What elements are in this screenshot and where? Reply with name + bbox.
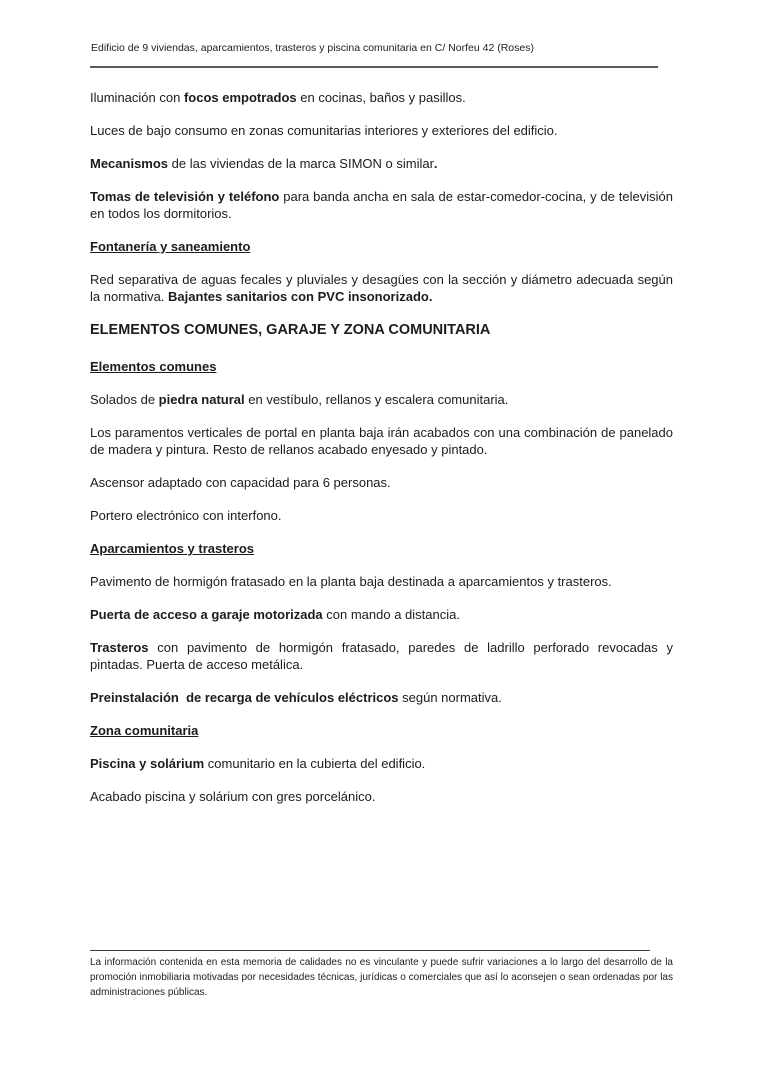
paragraph: [90, 188, 677, 222]
section-heading: [90, 722, 673, 739]
text-segment: Ascensor adaptado con capacidad para 6 personas.: [90, 475, 391, 490]
text-segment: Tomas de televisión y teléfono: [90, 189, 280, 204]
text-segment: para banda ancha en sala de estar-comedor-cocina, y de televisión en todos los dormitorios.: [90, 189, 677, 221]
paragraph: [90, 271, 677, 305]
section-heading: [90, 358, 673, 375]
text-segment: con mando a distancia.: [322, 607, 460, 622]
text-segment: Luces de bajo consumo en zonas comunitarias interiores y exteriores del edificio.: [90, 123, 558, 138]
text-segment: Pavimento de hormigón fratasado en la planta baja destinada a aparcamientos y trasteros.: [90, 574, 612, 589]
text-segment: en cocinas, baños y pasillos.: [296, 90, 466, 105]
text-segment: Portero electrónico con interfono.: [90, 508, 282, 523]
text-segment: comunitario en la cubierta del edificio.: [204, 756, 426, 771]
paragraph: [90, 689, 673, 706]
text-segment: Aparcamientos y trasteros: [90, 541, 255, 556]
text-segment: Mecanismos: [90, 156, 169, 171]
main-heading: [90, 321, 673, 340]
paragraph: [90, 391, 673, 408]
text-segment: Acabado piscina y solárium con gres porcelánico.: [90, 789, 376, 804]
footer-disclaimer: La información contenida en esta memoria de calidades no es vinculante y puede sufrir variaciones a lo largo del desarrollo de la promoción inmobiliaria motivadas por necesidades técnicas, jurídicas o comerciales que así lo aconsejen o sean ordenadas por las administraciones públicas.: [90, 957, 673, 998]
section-heading: [90, 238, 673, 255]
text-segment: ELEMENTOS COMUNES, GARAJE Y ZONA COMUNITARIA: [90, 322, 491, 338]
paragraph: [90, 122, 673, 139]
text-segment: Fontanería y saneamiento: [90, 239, 251, 254]
text-segment: Solados de: [90, 392, 159, 407]
text-segment: piedra natural: [158, 392, 245, 407]
paragraph: [90, 424, 677, 458]
text-segment: Iluminación con: [90, 90, 184, 105]
paragraph: [90, 639, 677, 673]
document-body: [90, 89, 677, 821]
header-rule: [90, 66, 658, 68]
page-footer: [90, 950, 673, 1000]
paragraph: [90, 155, 673, 172]
text-segment: según normativa.: [398, 690, 502, 705]
text-segment: Zona comunitaria: [90, 723, 199, 738]
page-header-title: Edificio de 9 viviendas, aparcamientos, trasteros y piscina comunitaria en C/ Norfeu 42 (Roses): [91, 42, 534, 54]
text-segment: .: [433, 156, 438, 171]
section-heading: [90, 540, 673, 557]
text-segment: Los paramentos verticales de portal en planta baja irán acabados con una combinación de panelado de madera y pintura. Resto de rellanos acabado enyesado y pintado.: [90, 425, 677, 457]
text-segment: Elementos comunes: [90, 359, 217, 374]
text-segment: Puerta de acceso a garaje motorizada: [90, 607, 323, 622]
text-segment: focos empotrados: [183, 90, 297, 105]
text-segment: Red separativa de aguas fecales y pluviales y desagües con la sección y diámetro adecuada según la normativa.: [90, 272, 677, 304]
paragraph: [90, 507, 673, 524]
paragraph: [90, 606, 673, 623]
text-segment: de las viviendas de la marca SIMON o similar: [168, 156, 434, 171]
paragraph: [90, 474, 673, 491]
paragraph: [90, 788, 673, 805]
text-segment: Bajantes sanitarios con PVC insonorizado.: [168, 289, 433, 304]
paragraph: [90, 755, 673, 772]
text-segment: en vestíbulo, rellanos y escalera comunitaria.: [244, 392, 509, 407]
paragraph: [90, 573, 673, 590]
text-segment: con pavimento de hormigón fratasado, paredes de ladrillo perforado revocadas y pintadas. Puerta de acceso metálica.: [90, 640, 677, 672]
text-segment: Trasteros: [90, 640, 149, 655]
text-segment: Preinstalación de recarga de vehículos eléctricos: [90, 690, 399, 705]
footer-rule: [90, 950, 650, 951]
text-segment: Piscina y solárium: [90, 756, 205, 771]
paragraph: [90, 89, 673, 106]
